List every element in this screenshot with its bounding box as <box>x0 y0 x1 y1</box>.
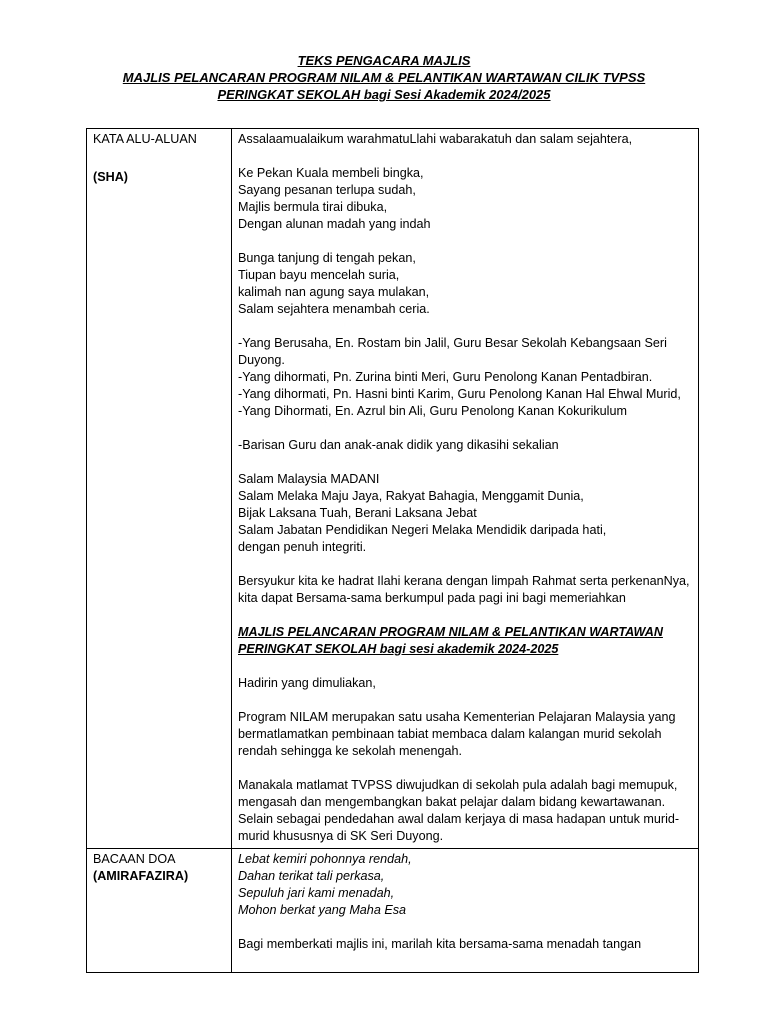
pantun-line: Bunga tanjung di tengah pekan, <box>238 251 416 265</box>
pantun-second <box>238 250 692 318</box>
pantun-line: Salam sejahtera menambah ceria. <box>238 302 430 316</box>
table-row <box>87 129 699 849</box>
slogan-line: dengan penuh integriti. <box>238 540 367 554</box>
header-title: TEKS PENGACARA MAJLIS <box>297 53 471 68</box>
document-header <box>0 52 768 103</box>
gratitude-text: Bersyukur kita ke hadrat Ilahi kerana dengan limpah Rahmat serta perkenanNya, kita dapat Bersama-sama berkumpul pada pagi ini bagi memeriahkan <box>238 574 690 605</box>
pantun-line: Sepuluh jari kami menadah, <box>238 886 395 900</box>
prayer-invitation: Bagi memberkati majlis ini, marilah kita bersama-sama menadah tangan <box>238 937 642 951</box>
header-session: PERINGKAT SEKOLAH bagi Sesi Akademik 2024/2025 <box>217 87 551 102</box>
pantun-line: Sayang pesanan terlupa sudah, <box>238 183 416 197</box>
tvpss-description: Manakala matlamat TVPSS diwujudkan di sekolah pula adalah bagi memupuk, mengasah dan mengembangkan bakat pelajar dalam bidang kewartawanan. Selain sebagai pendedahan awal dalam kerjaya di masa hadapan untuk murid-murid khususnya di SK Seri Duyong. <box>238 778 680 843</box>
pantun-line: kalimah nan agung saya mulakan, <box>238 285 430 299</box>
pantun-line: Dahan terikat tali perkasa, <box>238 869 385 883</box>
emcee-script-table <box>86 128 699 973</box>
greeting-text: Assalaamualaikum warahmatuLlahi wabarakatuh dan salam sejahtera, <box>238 132 633 146</box>
dignitary-item: -Yang Dihormati, En. Azrul bin Ali, Guru Penolong Kanan Kokurikulum <box>238 404 627 418</box>
address-text: Hadirin yang dimuliakan, <box>238 676 376 690</box>
segment-title: KATA ALU-ALUAN <box>93 132 197 146</box>
speaker-name: (SHA) <box>93 170 128 184</box>
slogan-line: Bijak Laksana Tuah, Berani Laksana Jebat <box>238 506 477 520</box>
slogan-line: Salam Jabatan Pendidikan Negeri Melaka Mendidik daripada hati, <box>238 523 607 537</box>
pantun-prayer <box>238 851 692 919</box>
slogans-block <box>238 471 692 556</box>
pantun-line: Tiupan bayu mencelah suria, <box>238 268 400 282</box>
pantun-line: Majlis bermula tirai dibuka, <box>238 200 388 214</box>
audience-greeting: -Barisan Guru dan anak-anak didik yang dikasihi sekalian <box>238 438 559 452</box>
pantun-opening <box>238 165 692 233</box>
segment-title: BACAAN DOA <box>93 852 176 866</box>
dignitaries-list <box>238 335 692 420</box>
dignitary-item: -Yang Berusaha, En. Rostam bin Jalil, Guru Besar Sekolah Kebangsaan Seri Duyong. <box>238 336 667 367</box>
role-cell <box>87 849 232 973</box>
dignitary-item: -Yang dihormati, Pn. Zurina binti Meri, Guru Penolong Kanan Pentadbiran. <box>238 370 653 384</box>
slogan-line: Salam Melaka Maju Jaya, Rakyat Bahagia, Menggamit Dunia, <box>238 489 584 503</box>
script-cell <box>232 129 699 849</box>
pantun-line: Mohon berkat yang Maha Esa <box>238 903 407 917</box>
script-cell <box>232 849 699 973</box>
slogan-line: Salam Malaysia MADANI <box>238 472 380 486</box>
pantun-line: Lebat kemiri pohonnya rendah, <box>238 852 412 866</box>
header-event-title: MAJLIS PELANCARAN PROGRAM NILAM & PELANTIKAN WARTAWAN CILIK TVPSS <box>122 70 646 85</box>
dignitary-item: -Yang dihormati, Pn. Hasni binti Karim, Guru Penolong Kanan Hal Ehwal Murid, <box>238 387 681 401</box>
role-cell <box>87 129 232 849</box>
table-row <box>87 849 699 973</box>
nilam-description: Program NILAM merupakan satu usaha Kementerian Pelajaran Malaysia yang bermatlamatkan pembinaan tabiat membaca dalam kalangan murid sekolah rendah sehingga ke sekolah menengah. <box>238 710 676 758</box>
pantun-line: Ke Pekan Kuala membeli bingka, <box>238 166 424 180</box>
speaker-name: (AMIRAFAZIRA) <box>93 869 189 883</box>
pantun-line: Dengan alunan madah yang indah <box>238 217 431 231</box>
event-theme: MAJLIS PELANCARAN PROGRAM NILAM & PELANTIKAN WARTAWAN PERINGKAT SEKOLAH bagi sesi akademik 2024-2025 <box>238 625 663 656</box>
